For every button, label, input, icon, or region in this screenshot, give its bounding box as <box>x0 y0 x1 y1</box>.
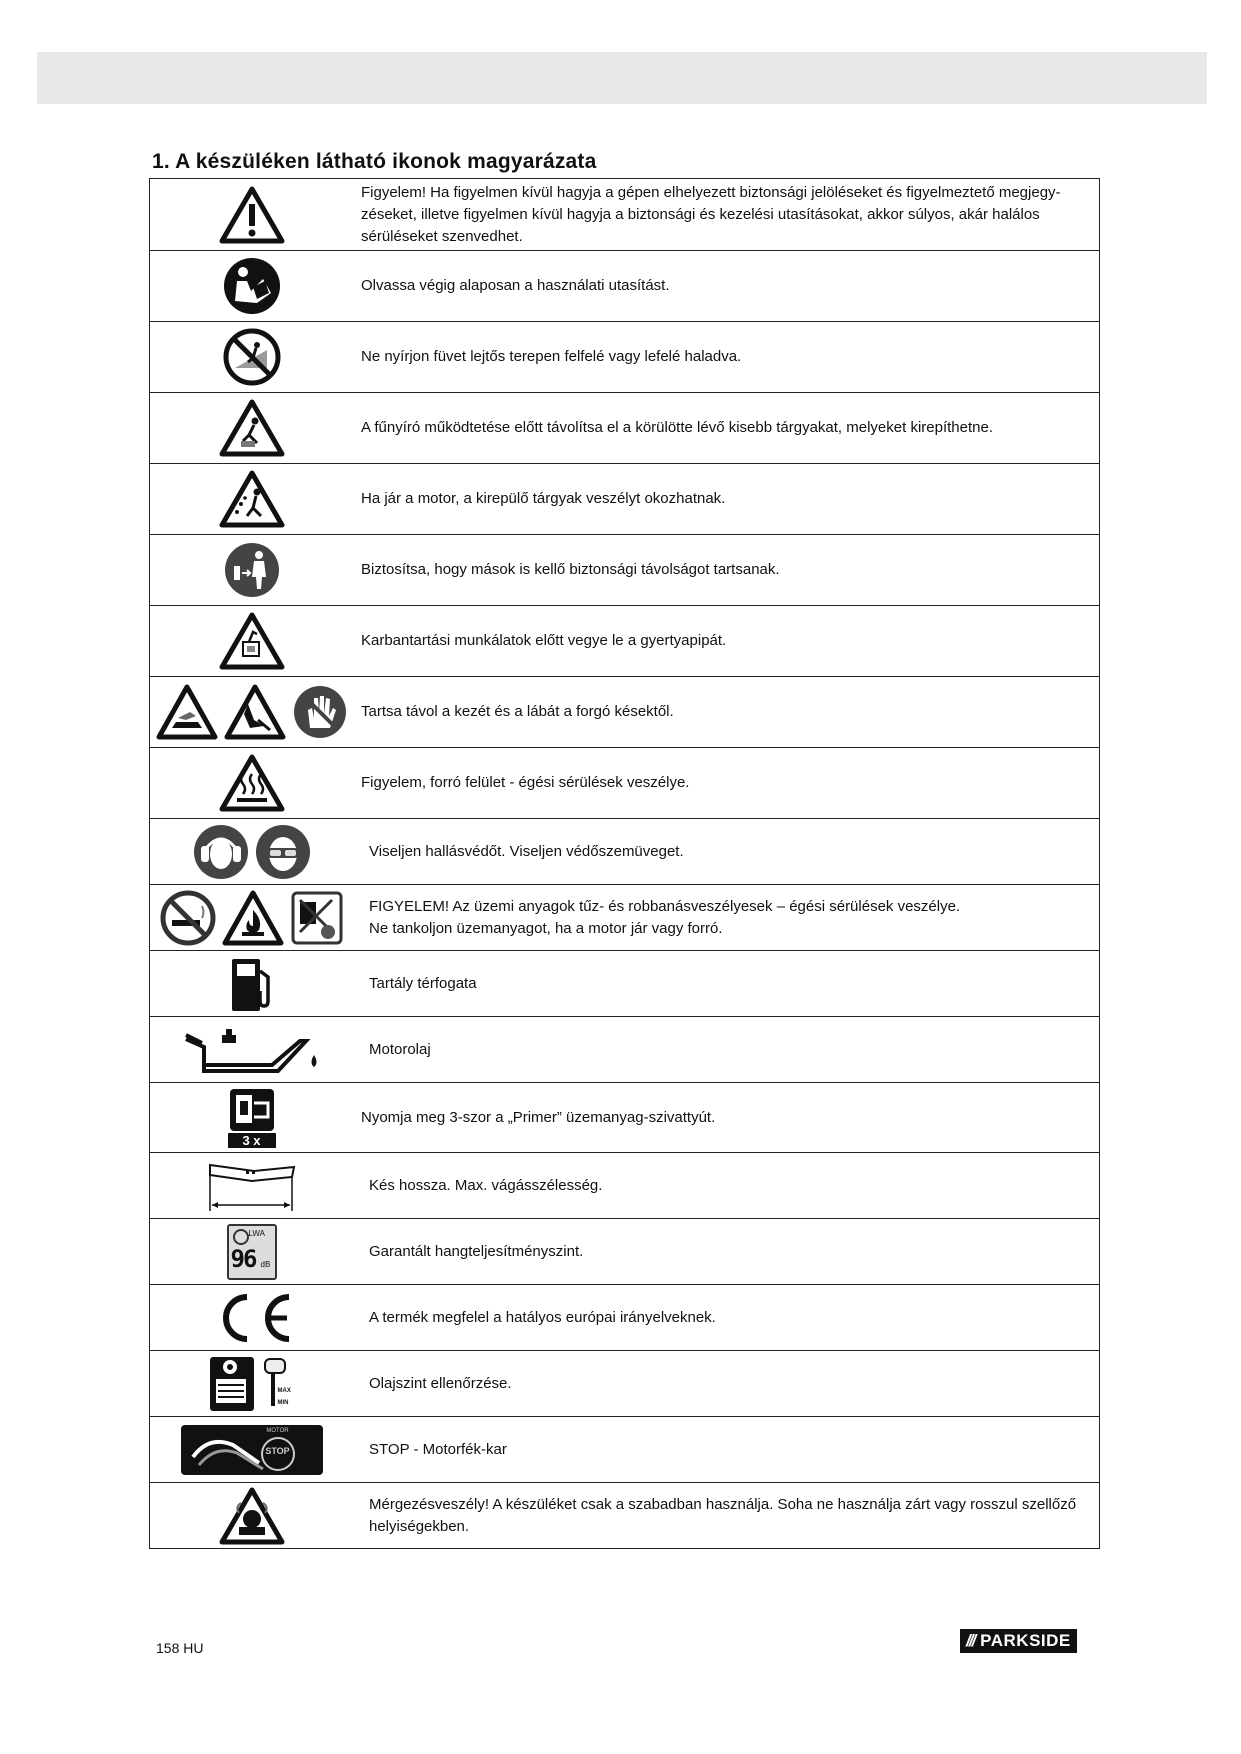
table-row <box>150 1219 1100 1285</box>
stop-top-label: MOTOR <box>266 1427 289 1434</box>
stop-lever-icon <box>181 1425 323 1475</box>
table-row <box>150 748 1100 819</box>
spark-plug-warning-icon <box>219 612 285 670</box>
row-text: Garantált hangteljesítményszint. <box>369 1242 584 1260</box>
row-text: Viseljen hallásvédőt. Viseljen védőszemüveget. <box>369 842 684 860</box>
foot-blade-warning-icon <box>224 684 286 740</box>
keep-distance-icon <box>223 541 281 599</box>
stop-label: STOP <box>265 1445 290 1456</box>
sound-power-label: LWA <box>248 1228 265 1238</box>
row-text: Olvassa végig alaposan a használati utasítást. <box>361 277 670 294</box>
oil-level-check-icon <box>208 1355 256 1413</box>
sound-power-icon <box>227 1224 277 1280</box>
dipstick-max-label: MAX <box>277 1387 291 1394</box>
table-row <box>150 251 1100 322</box>
row-text: Biztosítsa, hogy mások is kellő biztonsági távolságot tartsanak. <box>361 561 780 578</box>
fuel-pump-icon <box>226 955 278 1013</box>
row-text: sérüléseket szenvedhet. <box>361 227 523 245</box>
table-row <box>150 1351 1100 1417</box>
ear-protection-icon <box>193 824 249 880</box>
table-row <box>150 393 1100 464</box>
row-text: Tartály térfogata <box>369 974 477 992</box>
table-row <box>150 1417 1100 1483</box>
ce-mark-icon <box>211 1291 293 1345</box>
hand-blade-warning-icon <box>156 684 218 740</box>
no-smoking-icon <box>160 890 216 946</box>
eye-protection-icon <box>255 824 311 880</box>
dipstick-min-label: MIN <box>277 1399 289 1406</box>
row-text: Tartsa távol a kezét és a lábát a forgó késektől. <box>361 703 674 720</box>
row-text: Karbantartási munkálatok előtt vegye le a gyertyapipát. <box>361 632 727 649</box>
row-text: Olajszint ellenőrzése. <box>369 1374 512 1392</box>
table-row <box>150 1083 1100 1153</box>
remove-objects-warning-icon <box>219 399 285 457</box>
row-text: Ha jár a motor, a kirepülő tárgyak veszélyt okozhatnak. <box>361 490 726 507</box>
row-text: FIGYELEM! Az üzemi anyagok tűz- és robbanásveszélyesek – égési sérülések veszélye. <box>369 897 961 915</box>
table-row <box>150 819 1100 885</box>
primer-button-icon <box>228 1087 276 1133</box>
page-number: 158 HU <box>156 1640 204 1656</box>
brand-name: PARKSIDE <box>980 1631 1071 1650</box>
dipstick-icon <box>262 1356 296 1412</box>
sound-power-value: 96 <box>230 1244 256 1273</box>
row-text: Kés hossza. Max. vágásszélesség. <box>369 1176 603 1194</box>
row-text: A fűnyíró működtetése előtt távolítsa el a körülötte lévő kisebb tárgyakat, melyeket kirepíthetne. <box>361 419 994 436</box>
no-hand-icon <box>292 684 348 740</box>
table-row <box>150 464 1100 535</box>
hot-surface-warning-icon <box>219 754 285 812</box>
row-text: Mérgezésveszély! A készüléket csak a szabadban használja. Soha ne használja zárt vagy rosszul szellőző <box>369 1495 1077 1513</box>
row-text: Ne tankoljon üzemanyagot, ha a motor jár vagy forró. <box>369 919 723 937</box>
row-text: Figyelem, forró felület - égési sérülések veszélye. <box>361 774 690 791</box>
table-row <box>150 677 1100 748</box>
no-refuel-hot-icon <box>290 890 344 946</box>
table-row <box>150 535 1100 606</box>
table-row <box>150 1285 1100 1351</box>
dipstick-rod <box>271 1372 275 1406</box>
oil-can-icon <box>182 1025 322 1075</box>
row-text: zéseket, illetve figyelmen kívül hagyja a biztonsági és kezelési utasításokat, akkor súlyos, akár halálos <box>361 205 1040 223</box>
table-row <box>150 179 1100 251</box>
no-slope-mowing-icon <box>223 328 281 386</box>
row-text: Motorolaj <box>369 1040 431 1058</box>
section-title: 1. A készüléken látható ikonok magyarázata <box>152 150 597 173</box>
row-text: Nyomja meg 3-szor a „Primer” üzemanyag-szivattyút. <box>361 1108 716 1126</box>
read-manual-icon <box>223 257 281 315</box>
row-text: Ne nyírjon füvet lejtős terepen felfelé vagy lefelé haladva. <box>361 348 742 365</box>
symbols-table <box>149 178 1100 1549</box>
table-row <box>150 1483 1100 1549</box>
primer-count-label: 3 x <box>228 1133 276 1148</box>
table-row <box>150 951 1100 1017</box>
row-text: Figyelem! Ha figyelmen kívül hagyja a gépen elhelyezett biztonsági jelöléseket és figyelmeztető megjegy- <box>361 183 1061 201</box>
speaker-icon <box>233 1229 249 1245</box>
brand-logo <box>960 1629 1077 1653</box>
brand-slashes: /// <box>966 1631 975 1650</box>
dipstick-cap <box>264 1358 286 1374</box>
table-row <box>150 322 1100 393</box>
table-row <box>150 1153 1100 1219</box>
sound-power-unit: dB <box>260 1259 271 1269</box>
table-row <box>150 606 1100 677</box>
row-text: STOP - Motorfék-kar <box>369 1440 507 1458</box>
warning-triangle-icon <box>219 186 285 244</box>
lever-handle-icon <box>189 1427 269 1473</box>
row-text: helyiségekben. <box>369 1517 470 1535</box>
blade-length-icon <box>204 1157 300 1215</box>
header-band <box>37 52 1207 104</box>
table-row <box>150 885 1100 951</box>
table-row <box>150 1017 1100 1083</box>
row-text: A termék megfelel a hatályos európai irányelveknek. <box>369 1308 716 1326</box>
flammable-warning-icon <box>222 890 284 946</box>
flying-objects-warning-icon <box>219 470 285 528</box>
toxic-fumes-warning-icon <box>219 1487 285 1545</box>
